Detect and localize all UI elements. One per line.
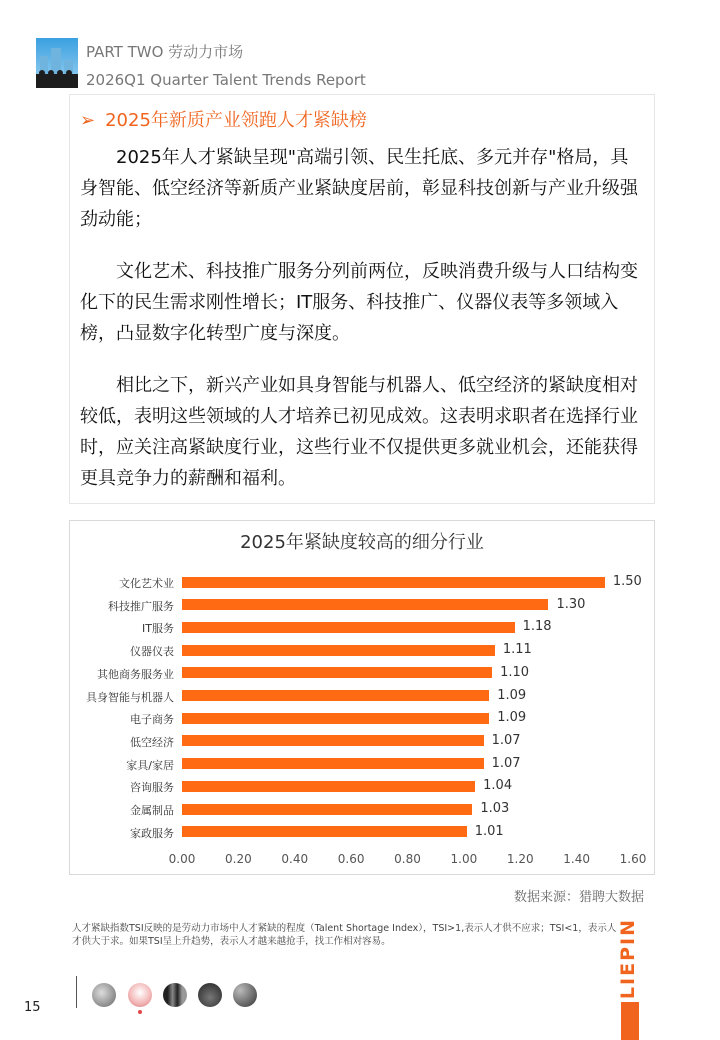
data-label: 1.07 <box>491 732 521 748</box>
bar <box>182 758 484 769</box>
footnote: 人才紧缺指数TSI反映的是劳动力市场中人才紧缺的程度（Talent Shortage Index），TSI>1,表示人才供不应求；TSI<1，表示人才供大于求。如果TSI呈上升趋势，表示人才越来越抢手，找工作相对容易。 <box>72 923 617 947</box>
category-label: 文化艺术业 <box>119 577 174 590</box>
footer-photo-icon-4 <box>198 983 222 1007</box>
data-label: 1.07 <box>491 755 521 771</box>
page-number: 15 <box>24 1000 41 1015</box>
category-label: 低空经济 <box>130 735 174 749</box>
bar <box>182 645 495 656</box>
x-tick-label: 0.20 <box>225 852 252 866</box>
category-label: 电子商务 <box>130 713 174 727</box>
category-label: IT服务 <box>142 622 174 636</box>
data-label: 1.04 <box>483 778 513 794</box>
category-label: 仪器仪表 <box>130 645 174 659</box>
x-tick-label: 0.40 <box>281 852 309 866</box>
arrow-bullet-icon: ➢ <box>80 110 96 131</box>
category-label: 金属制品 <box>130 804 174 817</box>
footer-photo-icon-5 <box>233 983 257 1007</box>
footer-divider <box>76 976 77 1008</box>
data-label: 1.03 <box>480 801 510 816</box>
paragraph-2: 文化艺术、科技推广服务分列前两位，反映消费升级与人口结构变化下的民生需求刚性增长；IT服务、科技推广、仪器仪表等多领域入榜，凸显数字化转型广度与深度。 <box>80 261 638 344</box>
data-label: 1.30 <box>556 596 586 612</box>
section-title-text: 2025年新质产业领跑人才紧缺榜 <box>105 110 367 131</box>
header-report-title: 2026Q1 Quarter Talent Trends Report <box>86 71 366 89</box>
data-label: 1.50 <box>612 574 642 589</box>
bar <box>182 735 484 746</box>
x-tick-label: 1.40 <box>563 852 590 866</box>
header-text <box>86 38 366 94</box>
bar <box>182 577 605 588</box>
data-label: 1.18 <box>522 619 552 635</box>
x-tick-label: 0.60 <box>337 852 365 866</box>
x-tick-label: 1.60 <box>619 852 647 866</box>
header-section-label: PART TWO 劳动力市场 <box>86 43 244 61</box>
bar <box>182 713 489 724</box>
chart-title: 2025年紧缺度较高的细分行业 <box>240 532 484 553</box>
data-label: 1.10 <box>500 664 530 680</box>
footer-photo-icon-1 <box>92 983 116 1007</box>
x-tick-label: 0.00 <box>168 852 196 866</box>
category-label: 科技推广服务 <box>108 599 174 613</box>
brand-accent-bar <box>621 1002 639 1040</box>
bar <box>182 804 472 815</box>
category-label: 家具/家居 <box>126 758 174 772</box>
data-label: 1.09 <box>497 687 527 703</box>
bar <box>182 622 515 633</box>
bar <box>182 781 475 792</box>
bar <box>182 667 492 678</box>
paragraph-1: 2025年人才紧缺呈现"高端引领、民生托底、多元并存"格局，具身智能、低空经济等新质产业紧缺度居前，彰显科技创新与产业升级强劲动能； <box>80 147 638 230</box>
x-tick-label: 1.20 <box>506 852 534 866</box>
footer-dot-icon <box>138 1010 142 1014</box>
category-label: 咨询服务 <box>130 781 174 795</box>
bar <box>182 599 548 610</box>
category-label: 具身智能与机器人 <box>86 690 174 704</box>
data-label: 1.01 <box>474 823 504 839</box>
bar <box>182 826 467 837</box>
x-tick-label: 0.80 <box>394 852 421 866</box>
footer-photo-icon-2 <box>128 983 152 1007</box>
footer-photo-icon-3 <box>163 983 187 1007</box>
x-tick-label: 1.00 <box>450 852 478 866</box>
category-label: 其他商务服务业 <box>97 667 174 681</box>
data-label: 1.11 <box>502 642 532 658</box>
bar <box>182 690 489 701</box>
data-label: 1.09 <box>497 710 527 726</box>
header-logo <box>36 38 78 88</box>
brand-logo: LIEPIN <box>617 918 639 1000</box>
category-label: 家政服务 <box>130 826 174 840</box>
data-source: 数据来源：猎聘大数据 <box>513 890 644 905</box>
paragraph-3: 相比之下，新兴产业如具身智能与机器人、低空经济的紧缺度相对较低，表明这些领域的人才培养已初见成效。这表明求职者在选择行业时，应关注高紧缺度行业，这些行业不仅提供更多就业机会，还能获得更具竞争力的薪酬和福利。 <box>80 375 638 489</box>
section-title <box>80 106 367 132</box>
